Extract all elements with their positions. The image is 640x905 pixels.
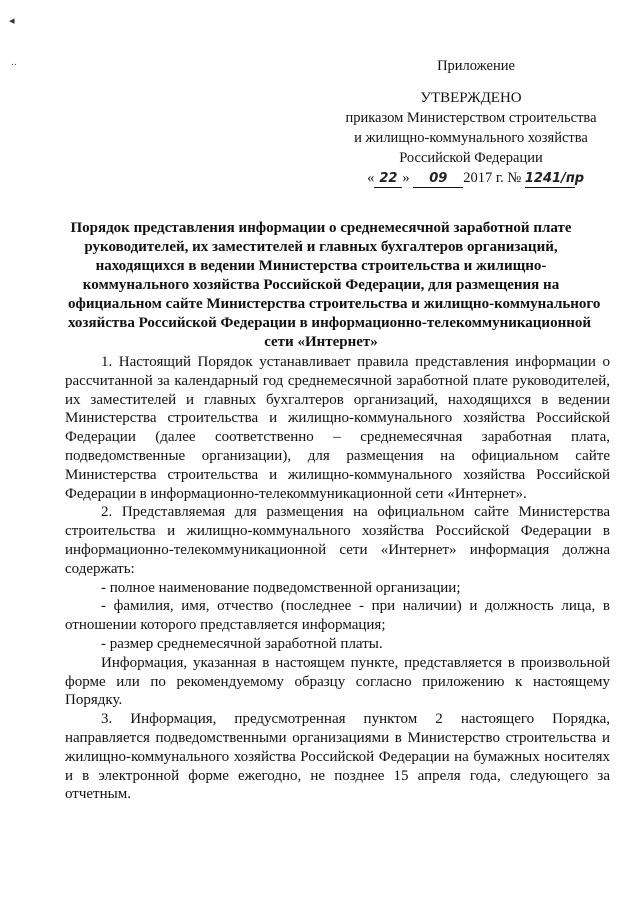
approved-stamp-text: УТВЕРЖДЕНО (420, 90, 522, 106)
order-date-line (330, 168, 612, 188)
title-line: сети «Интернет» (264, 334, 378, 350)
title-line: хозяйства Российской Федерации в информационно-телекоммуникационной (68, 315, 592, 331)
order-month: 09 (413, 171, 463, 188)
title-line: находящихся в ведении Министерства строительства и жилищно- (95, 258, 547, 274)
paragraph-1: 1. Настоящий Порядок устанавливает правила представления информации о рассчитанной за календарный год среднемесячной заработной плате руководителей, их заместителей и главных бухгалтеров организаций, находящихся в ведении Министерства строительства и жилищно-коммунального хозяйства Российской Федерации (далее соответственно – среднемесячная заработная плата, подведомственные организации), для размещения на официальном сайте Министерства строительства и жилищно-коммунального хозяйства Российской Федерации в информационно-телекоммуникационной сети «Интернет». (65, 354, 610, 502)
quote-close: » (402, 170, 410, 186)
scan-mark: ‥ (11, 57, 18, 67)
scan-mark: ◂ (9, 15, 15, 27)
paragraph-2: 2. Представляемая для размещения на официальном сайте Министерства строительства и жилищно-коммунального хозяйства Российской Федерации в информационно-телекоммуникационной сети «Интернет» информация должна содержать: (65, 504, 610, 577)
paragraph-note: Информация, указанная в настоящем пункте, представляется в произвольной форме или по рекомендуемому образцу согласно приложению к настоящему Порядку. (65, 654, 610, 709)
order-number: 1241/пр (524, 171, 585, 186)
document-title (68, 219, 601, 352)
document-body (65, 353, 610, 804)
title-line: Порядок представления информации о среднемесячной заработной плате (70, 220, 572, 236)
paragraph-3: 3. Информация, предусмотренная пунктом 2 настоящего Порядка, направляется подведомственными организациями в Министерство строительства и жилищно-коммунального хозяйства Российской Федерации на бумажных носителях и в электронной форме ежегодно, не позднее 15 апреля года, следующего за отчетным. (65, 711, 610, 803)
annex-label: Приложение (437, 58, 515, 74)
order-line: Российской Федерации (399, 150, 543, 166)
quote-open: « (367, 170, 375, 186)
order-line: и жилищно-коммунального хозяйства (354, 130, 588, 146)
approval-header (330, 56, 612, 188)
list-item: - размер среднемесячной заработной платы. (101, 635, 383, 652)
title-line: руководителей, их заместителей и главных бухгалтеров организаций, (84, 239, 558, 255)
order-line: приказом Министерством строительства (345, 110, 597, 126)
list-item: - фамилия, имя, отчество (последнее - при наличии) и должность лица, в отношении которого представляется информация; (65, 598, 610, 634)
order-day: 22 (374, 171, 402, 188)
title-line: коммунального хозяйства Российской Федерации, для размещения на (82, 277, 560, 293)
title-line: официальном сайте Министерства строительства и жилищно-коммунального (68, 296, 601, 312)
list-item: - полное наименование подведомственной организации; (101, 579, 461, 596)
order-year: 2017 г. № (463, 170, 522, 186)
